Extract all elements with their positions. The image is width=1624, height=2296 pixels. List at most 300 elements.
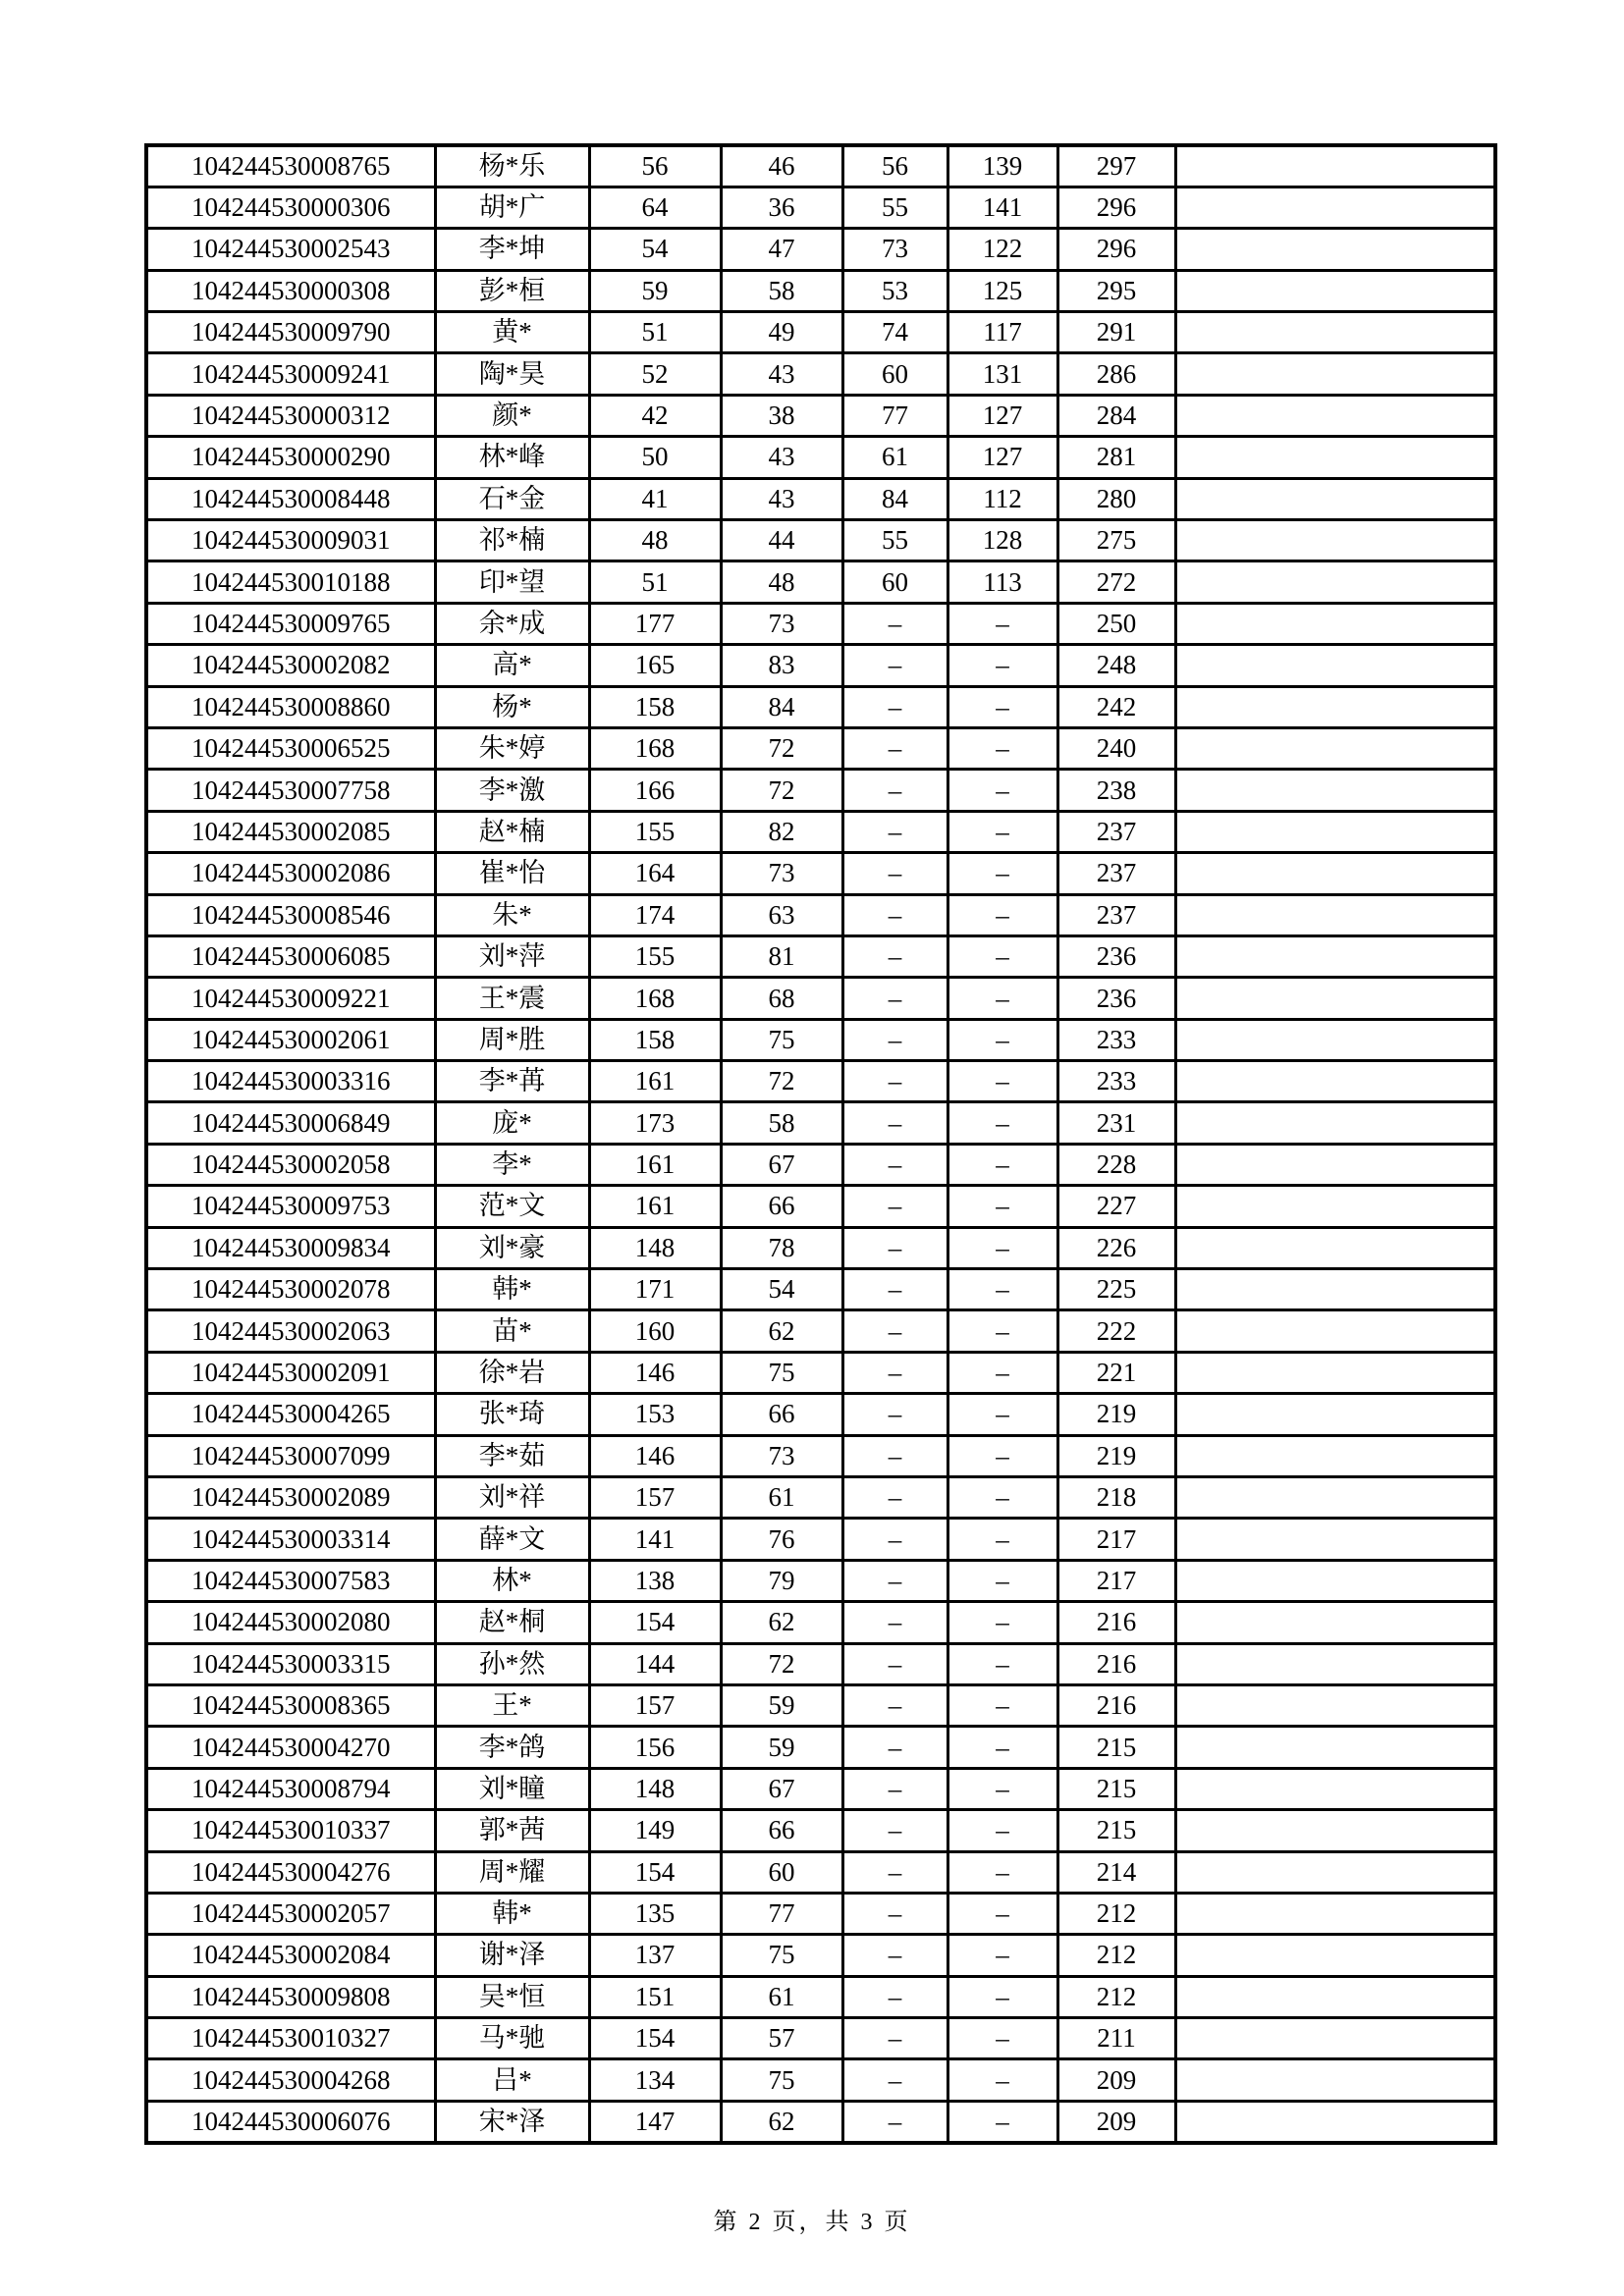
candidate-id-cell: 104244530009221 <box>146 978 435 1019</box>
score2-cell: 38 <box>721 395 842 436</box>
score4-cell: – <box>947 894 1057 935</box>
score2-cell: 43 <box>721 478 842 519</box>
score2-cell: 73 <box>721 853 842 894</box>
name-cell: 李*激 <box>435 770 589 811</box>
table-row <box>146 437 1495 478</box>
score2-cell: 48 <box>721 561 842 603</box>
score1-cell: 154 <box>589 2018 721 2059</box>
candidate-id-cell: 104244530009790 <box>146 312 435 353</box>
score4-cell: – <box>947 978 1057 1019</box>
total-score-cell: 227 <box>1057 1186 1175 1227</box>
candidate-id-cell: 104244530004265 <box>146 1394 435 1435</box>
table-row <box>146 520 1495 561</box>
remark-cell <box>1175 1227 1495 1268</box>
candidate-id-cell: 104244530002543 <box>146 229 435 270</box>
table-row <box>146 1893 1495 1934</box>
name-cell: 彭*桓 <box>435 270 589 311</box>
score3-cell: – <box>842 1102 947 1144</box>
remark-cell <box>1175 686 1495 727</box>
table-row <box>146 1976 1495 2017</box>
name-cell: 谢*泽 <box>435 1935 589 1976</box>
score1-cell: 134 <box>589 2059 721 2101</box>
candidate-id-cell: 104244530006849 <box>146 1102 435 1144</box>
score4-cell: – <box>947 1102 1057 1144</box>
total-score-cell: 291 <box>1057 312 1175 353</box>
table-row <box>146 1684 1495 1726</box>
remark-cell <box>1175 1061 1495 1102</box>
remark-cell <box>1175 1935 1495 1976</box>
score1-cell: 161 <box>589 1186 721 1227</box>
score4-cell: – <box>947 2018 1057 2059</box>
table-row <box>146 2018 1495 2059</box>
name-cell: 张*琦 <box>435 1394 589 1435</box>
name-cell: 郭*茜 <box>435 1810 589 1851</box>
table-row <box>146 727 1495 769</box>
score2-cell: 49 <box>721 312 842 353</box>
table-row <box>146 145 1495 187</box>
candidate-id-cell: 104244530009765 <box>146 603 435 644</box>
table-row <box>146 1477 1495 1519</box>
total-score-cell: 219 <box>1057 1394 1175 1435</box>
score2-cell: 72 <box>721 770 842 811</box>
score3-cell: – <box>842 1061 947 1102</box>
score1-cell: 147 <box>589 2101 721 2142</box>
score3-cell: – <box>842 811 947 852</box>
score3-cell: – <box>842 645 947 686</box>
page-indicator: 第 2 页，共 3 页 <box>713 2210 911 2235</box>
total-score-cell: 272 <box>1057 561 1175 603</box>
table-row <box>146 1851 1495 1893</box>
remark-cell <box>1175 645 1495 686</box>
total-score-cell: 248 <box>1057 645 1175 686</box>
score1-cell: 138 <box>589 1560 721 1601</box>
score2-cell: 61 <box>721 1976 842 2017</box>
candidate-id-cell: 104244530008860 <box>146 686 435 727</box>
name-cell: 李*鸽 <box>435 1727 589 1768</box>
candidate-id-cell: 104244530002057 <box>146 1893 435 1934</box>
score3-cell: 61 <box>842 437 947 478</box>
score3-cell: 77 <box>842 395 947 436</box>
name-cell: 刘*瞳 <box>435 1768 589 1809</box>
total-score-cell: 214 <box>1057 1851 1175 1893</box>
name-cell: 朱*婷 <box>435 727 589 769</box>
remark-cell <box>1175 270 1495 311</box>
name-cell: 余*成 <box>435 603 589 644</box>
remark-cell <box>1175 2059 1495 2101</box>
total-score-cell: 212 <box>1057 1893 1175 1934</box>
name-cell: 印*望 <box>435 561 589 603</box>
remark-cell <box>1175 1435 1495 1476</box>
candidate-id-cell: 104244530004276 <box>146 1851 435 1893</box>
score2-cell: 82 <box>721 811 842 852</box>
score2-cell: 72 <box>721 1061 842 1102</box>
name-cell: 林* <box>435 1560 589 1601</box>
score2-cell: 68 <box>721 978 842 1019</box>
total-score-cell: 236 <box>1057 978 1175 1019</box>
score1-cell: 165 <box>589 645 721 686</box>
score1-cell: 148 <box>589 1768 721 1809</box>
total-score-cell: 280 <box>1057 478 1175 519</box>
total-score-cell: 217 <box>1057 1519 1175 1560</box>
score4-cell: – <box>947 1893 1057 1934</box>
score3-cell: – <box>842 1602 947 1643</box>
score2-cell: 58 <box>721 1102 842 1144</box>
score1-cell: 161 <box>589 1061 721 1102</box>
total-score-cell: 237 <box>1057 894 1175 935</box>
remark-cell <box>1175 1477 1495 1519</box>
remark-cell <box>1175 1352 1495 1393</box>
score4-cell: – <box>947 1144 1057 1185</box>
table-row <box>146 1602 1495 1643</box>
score1-cell: 51 <box>589 561 721 603</box>
table-row <box>146 686 1495 727</box>
candidate-id-cell: 104244530008365 <box>146 1684 435 1726</box>
total-score-cell: 215 <box>1057 1810 1175 1851</box>
candidate-id-cell: 104244530006085 <box>146 935 435 977</box>
remark-cell <box>1175 145 1495 187</box>
candidate-id-cell: 104244530007758 <box>146 770 435 811</box>
name-cell: 颜* <box>435 395 589 436</box>
score2-cell: 67 <box>721 1144 842 1185</box>
score1-cell: 51 <box>589 312 721 353</box>
score1-cell: 158 <box>589 1019 721 1060</box>
total-score-cell: 281 <box>1057 437 1175 478</box>
table-row <box>146 2101 1495 2142</box>
score1-cell: 177 <box>589 603 721 644</box>
remark-cell <box>1175 1768 1495 1809</box>
score2-cell: 57 <box>721 2018 842 2059</box>
score2-cell: 75 <box>721 1019 842 1060</box>
score4-cell: – <box>947 1684 1057 1726</box>
remark-cell <box>1175 1394 1495 1435</box>
total-score-cell: 237 <box>1057 853 1175 894</box>
table-row <box>146 395 1495 436</box>
table-row <box>146 561 1495 603</box>
score4-cell: – <box>947 1851 1057 1893</box>
total-score-cell: 221 <box>1057 1352 1175 1393</box>
score2-cell: 77 <box>721 1893 842 1934</box>
score3-cell: – <box>842 1019 947 1060</box>
score4-cell: – <box>947 770 1057 811</box>
table-row <box>146 1352 1495 1393</box>
name-cell: 赵*桐 <box>435 1602 589 1643</box>
score1-cell: 158 <box>589 686 721 727</box>
name-cell: 崔*怡 <box>435 853 589 894</box>
candidate-id-cell: 104244530009753 <box>146 1186 435 1227</box>
score4-cell: 131 <box>947 353 1057 395</box>
name-cell: 王*震 <box>435 978 589 1019</box>
score4-cell: – <box>947 1186 1057 1227</box>
score2-cell: 54 <box>721 1269 842 1310</box>
page-footer <box>0 2202 1624 2236</box>
score3-cell: 55 <box>842 520 947 561</box>
score2-cell: 63 <box>721 894 842 935</box>
name-cell: 刘*祥 <box>435 1477 589 1519</box>
total-score-cell: 209 <box>1057 2059 1175 2101</box>
remark-cell <box>1175 520 1495 561</box>
total-score-cell: 297 <box>1057 145 1175 187</box>
score3-cell: 60 <box>842 353 947 395</box>
total-score-cell: 211 <box>1057 2018 1175 2059</box>
score2-cell: 75 <box>721 2059 842 2101</box>
score4-cell: 127 <box>947 437 1057 478</box>
remark-cell <box>1175 1893 1495 1934</box>
table-row <box>146 853 1495 894</box>
candidate-id-cell: 104244530010337 <box>146 1810 435 1851</box>
score2-cell: 36 <box>721 187 842 228</box>
score3-cell: – <box>842 1227 947 1268</box>
score1-cell: 42 <box>589 395 721 436</box>
table-row <box>146 1727 1495 1768</box>
remark-cell <box>1175 603 1495 644</box>
score2-cell: 73 <box>721 1435 842 1476</box>
remark-cell <box>1175 1269 1495 1310</box>
name-cell: 李*坤 <box>435 229 589 270</box>
score4-cell: 112 <box>947 478 1057 519</box>
score4-cell: – <box>947 1727 1057 1768</box>
score1-cell: 64 <box>589 187 721 228</box>
remark-cell <box>1175 1810 1495 1851</box>
name-cell: 赵*楠 <box>435 811 589 852</box>
remark-cell <box>1175 935 1495 977</box>
score2-cell: 75 <box>721 1352 842 1393</box>
table-row <box>146 1643 1495 1684</box>
total-score-cell: 212 <box>1057 1976 1175 2017</box>
table-row <box>146 1810 1495 1851</box>
candidate-id-cell: 104244530002061 <box>146 1019 435 1060</box>
score2-cell: 66 <box>721 1810 842 1851</box>
score1-cell: 50 <box>589 437 721 478</box>
candidate-id-cell: 104244530007099 <box>146 1435 435 1476</box>
score2-cell: 61 <box>721 1477 842 1519</box>
score3-cell: 73 <box>842 229 947 270</box>
total-score-cell: 215 <box>1057 1727 1175 1768</box>
score2-cell: 79 <box>721 1560 842 1601</box>
score3-cell: – <box>842 603 947 644</box>
score1-cell: 164 <box>589 853 721 894</box>
score3-cell: – <box>842 1352 947 1393</box>
candidate-id-cell: 104244530002084 <box>146 1935 435 1976</box>
total-score-cell: 250 <box>1057 603 1175 644</box>
score3-cell: – <box>842 1144 947 1185</box>
score3-cell: – <box>842 2018 947 2059</box>
score1-cell: 154 <box>589 1851 721 1893</box>
score4-cell: – <box>947 1061 1057 1102</box>
name-cell: 刘*豪 <box>435 1227 589 1268</box>
score3-cell: – <box>842 1519 947 1560</box>
candidate-id-cell: 104244530002085 <box>146 811 435 852</box>
table-row <box>146 2059 1495 2101</box>
score-table <box>144 143 1497 2145</box>
score3-cell: – <box>842 1394 947 1435</box>
score2-cell: 62 <box>721 1310 842 1352</box>
score4-cell: – <box>947 1477 1057 1519</box>
total-score-cell: 238 <box>1057 770 1175 811</box>
table-row <box>146 270 1495 311</box>
score1-cell: 146 <box>589 1352 721 1393</box>
candidate-id-cell: 104244530003314 <box>146 1519 435 1560</box>
name-cell: 苗* <box>435 1310 589 1352</box>
remark-cell <box>1175 1186 1495 1227</box>
remark-cell <box>1175 1643 1495 1684</box>
table-row <box>146 770 1495 811</box>
table-row <box>146 312 1495 353</box>
score3-cell: – <box>842 978 947 1019</box>
score1-cell: 154 <box>589 1602 721 1643</box>
score1-cell: 156 <box>589 1727 721 1768</box>
score2-cell: 66 <box>721 1394 842 1435</box>
remark-cell <box>1175 478 1495 519</box>
name-cell: 韩* <box>435 1893 589 1934</box>
score1-cell: 151 <box>589 1976 721 2017</box>
score4-cell: – <box>947 1768 1057 1809</box>
remark-cell <box>1175 727 1495 769</box>
candidate-id-cell: 104244530002082 <box>146 645 435 686</box>
name-cell: 宋*泽 <box>435 2101 589 2142</box>
table-row <box>146 978 1495 1019</box>
table-row <box>146 229 1495 270</box>
score3-cell: – <box>842 935 947 977</box>
score3-cell: – <box>842 1810 947 1851</box>
name-cell: 李*苒 <box>435 1061 589 1102</box>
score4-cell: 122 <box>947 229 1057 270</box>
candidate-id-cell: 104244530009031 <box>146 520 435 561</box>
name-cell: 周*胜 <box>435 1019 589 1060</box>
candidate-id-cell: 104244530002086 <box>146 853 435 894</box>
score2-cell: 76 <box>721 1519 842 1560</box>
table-row <box>146 187 1495 228</box>
table-row <box>146 1935 1495 1976</box>
total-score-cell: 284 <box>1057 395 1175 436</box>
score3-cell: 55 <box>842 187 947 228</box>
name-cell: 林*峰 <box>435 437 589 478</box>
table-row <box>146 1768 1495 1809</box>
name-cell: 孙*然 <box>435 1643 589 1684</box>
remark-cell <box>1175 1310 1495 1352</box>
name-cell: 李* <box>435 1144 589 1185</box>
score4-cell: – <box>947 2101 1057 2142</box>
total-score-cell: 215 <box>1057 1768 1175 1809</box>
score4-cell: 117 <box>947 312 1057 353</box>
score2-cell: 66 <box>721 1186 842 1227</box>
score1-cell: 168 <box>589 978 721 1019</box>
score1-cell: 173 <box>589 1102 721 1144</box>
score1-cell: 137 <box>589 1935 721 1976</box>
score3-cell: – <box>842 1768 947 1809</box>
table-row <box>146 1227 1495 1268</box>
name-cell: 刘*萍 <box>435 935 589 977</box>
total-score-cell: 296 <box>1057 229 1175 270</box>
total-score-cell: 237 <box>1057 811 1175 852</box>
score3-cell: – <box>842 2101 947 2142</box>
score1-cell: 59 <box>589 270 721 311</box>
total-score-cell: 231 <box>1057 1102 1175 1144</box>
name-cell: 吕* <box>435 2059 589 2101</box>
score4-cell: – <box>947 1560 1057 1601</box>
candidate-id-cell: 104244530009241 <box>146 353 435 395</box>
table-row <box>146 1102 1495 1144</box>
score1-cell: 153 <box>589 1394 721 1435</box>
score1-cell: 161 <box>589 1144 721 1185</box>
score3-cell: 53 <box>842 270 947 311</box>
score3-cell: – <box>842 1310 947 1352</box>
score3-cell: – <box>842 1935 947 1976</box>
candidate-id-cell: 104244530002080 <box>146 1602 435 1643</box>
score1-cell: 146 <box>589 1435 721 1476</box>
remark-cell <box>1175 2018 1495 2059</box>
score4-cell: – <box>947 686 1057 727</box>
name-cell: 马*驰 <box>435 2018 589 2059</box>
score1-cell: 144 <box>589 1643 721 1684</box>
score1-cell: 155 <box>589 935 721 977</box>
score4-cell: 127 <box>947 395 1057 436</box>
table-row <box>146 478 1495 519</box>
remark-cell <box>1175 312 1495 353</box>
remark-cell <box>1175 1560 1495 1601</box>
score2-cell: 78 <box>721 1227 842 1268</box>
score4-cell: – <box>947 853 1057 894</box>
score1-cell: 56 <box>589 145 721 187</box>
score2-cell: 72 <box>721 1643 842 1684</box>
score2-cell: 72 <box>721 727 842 769</box>
name-cell: 杨* <box>435 686 589 727</box>
score1-cell: 52 <box>589 353 721 395</box>
remark-cell <box>1175 894 1495 935</box>
score3-cell: – <box>842 686 947 727</box>
name-cell: 韩* <box>435 1269 589 1310</box>
name-cell: 胡*广 <box>435 187 589 228</box>
total-score-cell: 225 <box>1057 1269 1175 1310</box>
name-cell: 祁*楠 <box>435 520 589 561</box>
score4-cell: – <box>947 1976 1057 2017</box>
table-row <box>146 811 1495 852</box>
candidate-id-cell: 104244530008765 <box>146 145 435 187</box>
table-row <box>146 935 1495 977</box>
remark-cell <box>1175 1102 1495 1144</box>
candidate-id-cell: 104244530008794 <box>146 1768 435 1809</box>
name-cell: 周*耀 <box>435 1851 589 1893</box>
candidate-id-cell: 104244530000290 <box>146 437 435 478</box>
total-score-cell: 209 <box>1057 2101 1175 2142</box>
score1-cell: 155 <box>589 811 721 852</box>
score1-cell: 148 <box>589 1227 721 1268</box>
table-row <box>146 353 1495 395</box>
score2-cell: 59 <box>721 1727 842 1768</box>
total-score-cell: 275 <box>1057 520 1175 561</box>
total-score-cell: 296 <box>1057 187 1175 228</box>
score2-cell: 46 <box>721 145 842 187</box>
total-score-cell: 233 <box>1057 1061 1175 1102</box>
candidate-id-cell: 104244530004270 <box>146 1727 435 1768</box>
candidate-id-cell: 104244530003316 <box>146 1061 435 1102</box>
score4-cell: – <box>947 727 1057 769</box>
candidate-id-cell: 104244530008546 <box>146 894 435 935</box>
total-score-cell: 216 <box>1057 1602 1175 1643</box>
candidate-id-cell: 104244530003315 <box>146 1643 435 1684</box>
score2-cell: 84 <box>721 686 842 727</box>
candidate-id-cell: 104244530010188 <box>146 561 435 603</box>
remark-cell <box>1175 2101 1495 2142</box>
name-cell: 吴*恒 <box>435 1976 589 2017</box>
remark-cell <box>1175 1684 1495 1726</box>
score4-cell: – <box>947 1519 1057 1560</box>
remark-cell <box>1175 1851 1495 1893</box>
score4-cell: 113 <box>947 561 1057 603</box>
table-row <box>146 1435 1495 1476</box>
score3-cell: – <box>842 1269 947 1310</box>
score2-cell: 58 <box>721 270 842 311</box>
table-row <box>146 1560 1495 1601</box>
